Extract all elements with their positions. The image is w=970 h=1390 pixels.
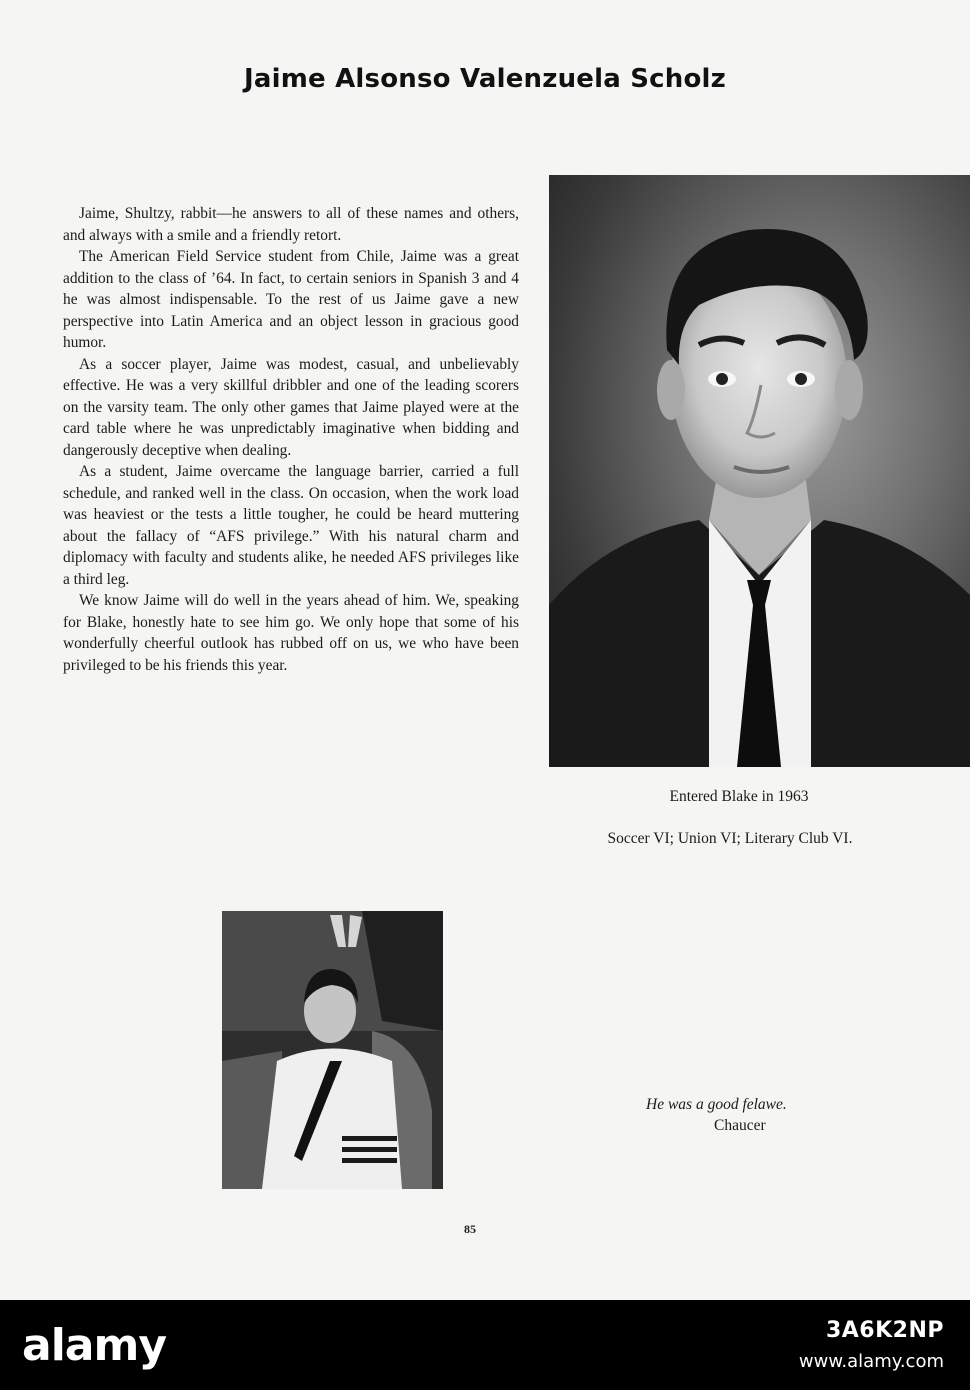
alamy-logo: alamy [22, 1320, 166, 1371]
senior-portrait-photo [549, 175, 970, 767]
page-number: 85 [464, 1222, 476, 1236]
portrait-illustration [549, 175, 970, 767]
footer-meta [799, 1318, 944, 1372]
candid-illustration [222, 911, 443, 1189]
image-id: 3A6K2NP [825, 1318, 944, 1343]
biography-text [63, 203, 519, 676]
page-title: Jaime Alsonso Valenzuela Scholz [243, 64, 727, 94]
site-url: www.alamy.com [798, 1351, 944, 1372]
activities-caption: Soccer VI; Union VI; Literary Club VI. [607, 830, 853, 847]
stock-footer-bar [0, 1300, 970, 1390]
epigraph-quote: He was a good felawe. [646, 1096, 787, 1113]
biography-paragraph: The American Field Service student from Chile, Jaime was a great addition to the class of ’64. In fact, to certain seniors in Spanish 3 and 4 he was almost indispensable. To the rest of us Jaime gave a new perspective into Latin America and an object lesson in gracious good humor. [63, 248, 519, 351]
biography-paragraph: We know Jaime will do well in the years ahead of him. We, speaking for Blake, honestly hate to see him go. We only hope that some of his wonderfully cheerful outlook has rubbed off on us, we who have been privileged to be his friends this year. [63, 592, 519, 674]
epigraph [600, 1094, 900, 1136]
epigraph-author: Chaucer [714, 1117, 766, 1134]
biography-paragraph: Jaime, Shultzy, rabbit—he answers to all of these names and others, and always with a smile and a friendly retort. [63, 205, 519, 244]
biography-paragraph: As a soccer player, Jaime was modest, casual, and unbelievably effective. He was a very skillful dribbler and one of the leading scorers on the varsity team. The only other games that Jaime played were at the card table where he was unpredictably imaginative when bidding and dangerously deceptive when dealing. [63, 355, 519, 459]
candid-photo [222, 911, 443, 1189]
biography-paragraph: As a student, Jaime overcame the language barrier, carried a full schedule, and ranked well in the class. On occasion, when the work load was heaviest or the tests a little tougher, he could be heard muttering about the fallacy of “AFS privilege.” With his natural charm and diplomacy with faculty and students alike, he needed AFS privileges like a third leg. [63, 463, 519, 588]
entered-caption: Entered Blake in 1963 [669, 788, 809, 805]
